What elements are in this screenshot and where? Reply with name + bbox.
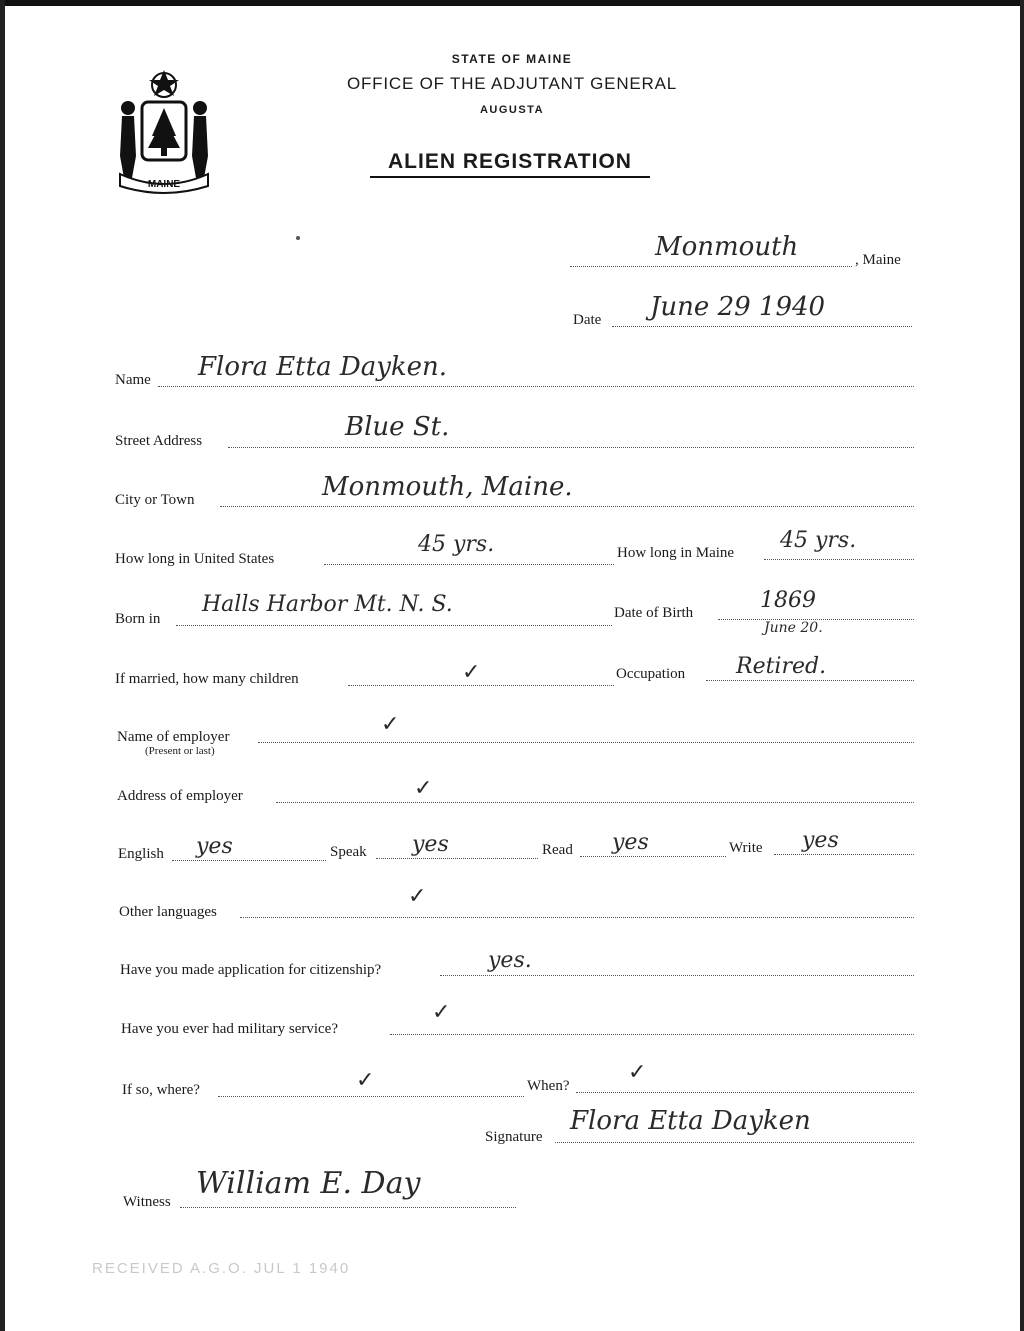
street-value: Blue St. [345,412,450,442]
occupation-value: Retired. [736,654,827,679]
write-value: yes [802,828,839,853]
citizenship-line [440,975,914,976]
other-languages-check-icon: ✓ [408,884,427,909]
english-label: English [118,846,164,862]
form-title: ALIEN REGISTRATION [370,150,650,178]
name-label: Name [115,372,151,388]
header-office: OFFICE OF THE ADJUTANT GENERAL [346,74,678,93]
where-label: If so, where? [122,1082,200,1098]
occupation-label: Occupation [616,666,686,682]
military-line [390,1034,914,1035]
speak-label: Speak [330,844,367,860]
english-value: yes [196,834,233,859]
employer-address-label: Address of employer [117,788,243,804]
other-languages-label: Other languages [119,904,217,920]
how-long-maine-line [764,559,914,560]
seal-banner-text: MAINE [147,179,181,190]
read-value: yes [612,830,649,855]
city-value: Monmouth, Maine. [322,472,573,502]
citizenship-label: Have you made application for citizenship? [120,962,382,978]
military-label: Have you ever had military service? [121,1021,338,1037]
speak-value: yes [412,832,449,857]
where-line [218,1096,524,1097]
street-label: Street Address [115,433,203,449]
born-in-value: Halls Harbor Mt. N. S. [202,592,453,617]
date-line [612,326,912,327]
signature-label: Signature [485,1129,543,1145]
when-line [576,1092,914,1093]
employer-address-line [276,802,914,803]
when-check-icon: ✓ [628,1060,647,1085]
speak-line [376,858,538,859]
witness-line [180,1207,516,1208]
born-in-label: Born in [115,611,161,627]
paper-speck [296,236,300,240]
occupation-line [706,680,914,681]
write-line [774,854,914,855]
date-value: June 29 1940 [650,292,826,322]
military-check-icon: ✓ [432,1000,451,1025]
employer-line [258,742,914,743]
where-check-icon: ✓ [356,1068,375,1093]
city-label: City or Town [115,492,195,508]
date-of-birth-value: 1869 [760,588,816,613]
how-long-us-value: 45 yrs. [418,532,495,557]
scan-border-left [0,0,5,1331]
signature-line [555,1142,914,1143]
other-languages-line [240,917,914,918]
how-long-maine-label: How long in Maine [617,545,735,561]
citizenship-value: yes. [488,948,532,973]
scan-border-top [0,0,1024,6]
english-line [172,860,326,861]
when-label: When? [527,1078,570,1094]
employer-address-check-icon: ✓ [414,776,433,801]
date-of-birth-note: June 20. [764,620,823,636]
write-label: Write [729,840,763,856]
place-suffix: , Maine [855,252,901,268]
witness-value: William E. Day [196,1166,421,1201]
born-in-line [176,625,612,626]
place-value: Monmouth [655,232,799,262]
read-line [580,856,726,857]
witness-label: Witness [123,1194,171,1210]
scan-border-right [1020,0,1024,1331]
how-long-us-label: How long in United States [115,551,275,567]
employer-label: Name of employer [117,729,230,745]
signature-value: Flora Etta Dayken [570,1106,811,1136]
street-line [228,447,914,448]
how-long-us-line [324,564,614,565]
date-label: Date [573,312,602,328]
name-line [158,386,914,387]
children-label: If married, how many children [115,671,299,687]
employer-sublabel: (Present or last) [145,745,215,757]
read-label: Read [542,842,573,858]
name-value: Flora Etta Dayken. [198,352,448,382]
employer-check-icon: ✓ [381,712,400,737]
date-of-birth-label: Date of Birth [614,605,694,621]
city-line [220,506,914,507]
how-long-maine-value: 45 yrs. [780,528,857,553]
header-city: AUGUSTA [479,104,545,116]
received-stamp: RECEIVED A.G.O. JUL 1 1940 [92,1260,351,1277]
place-line [570,266,852,267]
children-check-icon: ✓ [462,660,481,685]
children-line [348,685,614,686]
header-state: STATE OF MAINE [451,52,573,66]
